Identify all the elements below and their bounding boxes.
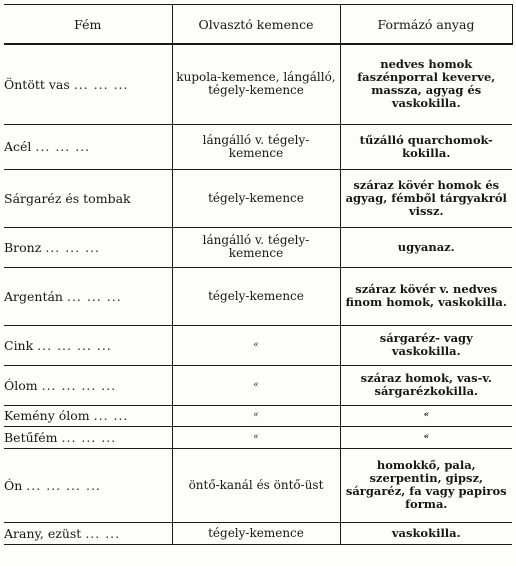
metal-cell <box>4 365 172 405</box>
furnace-cell: lángálló v. tégely-kemence <box>172 227 340 267</box>
metal-name: Betűfém <box>4 429 58 445</box>
furnace-cell <box>172 426 340 448</box>
mold-cell <box>340 426 512 448</box>
ditto-mark: « <box>423 431 430 442</box>
ditto-mark: « <box>253 379 259 390</box>
header-molding-material: Formázó anyag <box>340 5 512 45</box>
furnace-cell: öntő-kanál és öntő-üst <box>172 448 340 522</box>
ditto-mark: « <box>253 339 259 350</box>
furnace-cell: lángálló v. tégely-kemence <box>172 124 340 169</box>
mold-cell: száraz kövér v. nedves finom homok, vaskokilla. <box>340 267 512 325</box>
metal-cell <box>4 267 172 325</box>
table-row <box>4 448 512 522</box>
dot-leader: ... ... ... ... <box>41 377 117 393</box>
dot-leader: ... ... ... ... <box>37 337 112 353</box>
mold-cell: sárgaréz- vagy vaskokilla. <box>340 325 512 365</box>
furnace-cell: tégely-kemence <box>172 522 340 544</box>
metal-cell <box>4 448 172 522</box>
metal-cell <box>4 44 172 124</box>
dot-leader: ... ... ... <box>35 139 91 154</box>
mold-cell: tűzálló quarchomok-kokilla. <box>340 124 512 169</box>
table-row <box>4 267 512 325</box>
header-metal: Fém <box>4 5 172 45</box>
mold-cell: ugyanaz. <box>340 227 512 267</box>
metal-name: Acél <box>4 139 32 154</box>
metal-name: Kemény ólom <box>4 408 90 423</box>
table-row <box>4 426 512 448</box>
mold-cell: homokkő, pala, szerpentin, gipsz, sárgaréz, fa vagy papiros forma. <box>340 448 512 522</box>
furnace-cell <box>172 365 340 405</box>
furnace-cell <box>172 325 340 365</box>
dot-leader: ... ... ... <box>66 288 122 304</box>
metal-name: Argentán <box>4 288 63 304</box>
table-row <box>4 365 512 405</box>
furnace-cell: tégely-kemence <box>172 169 340 227</box>
table-row <box>4 169 512 227</box>
table-row <box>4 227 512 267</box>
metal-name: Cink <box>4 337 34 353</box>
dot-leader: ... ... <box>85 525 121 541</box>
furnace-cell: kupola-kemence, lángálló, tégely-kemence <box>172 44 340 124</box>
ditto-mark: « <box>253 431 259 442</box>
metal-cell <box>4 227 172 267</box>
metal-name: Öntött vas <box>4 76 70 92</box>
metal-cell <box>4 169 172 227</box>
mold-cell: vaskokilla. <box>340 522 512 544</box>
furnace-cell <box>172 405 340 426</box>
header-row <box>4 5 512 45</box>
mold-cell: száraz homok, vas-v. sárgarézkokilla. <box>340 365 512 405</box>
metal-name: Ólom <box>4 377 38 393</box>
metal-cell <box>4 325 172 365</box>
metal-name: Arany, ezüst <box>4 525 82 541</box>
mold-cell: nedves homok faszénporral keverve, massza, agyag és vaskokilla. <box>340 44 512 124</box>
metal-name: Ón <box>4 477 23 493</box>
ditto-mark: « <box>253 410 259 420</box>
dot-leader: ... ... <box>93 408 129 423</box>
table-row <box>4 325 512 365</box>
header-furnace: Olvasztó kemence <box>172 5 340 45</box>
table-row <box>4 405 512 426</box>
metal-cell <box>4 426 172 448</box>
dot-leader: ... ... ... <box>45 239 101 255</box>
metal-cell <box>4 124 172 169</box>
dot-leader: ... ... ... ... <box>26 477 101 493</box>
table-row <box>4 522 512 544</box>
furnace-cell: tégely-kemence <box>172 267 340 325</box>
mold-cell <box>340 405 512 426</box>
mold-cell: száraz kövér homok és agyag, fémből tárgyakról vissz. <box>340 169 512 227</box>
dot-leader: ... ... ... <box>61 429 117 445</box>
table-row <box>4 124 512 169</box>
table-row <box>4 44 512 124</box>
metal-cell <box>4 522 172 544</box>
dot-leader: ... ... ... <box>73 76 129 92</box>
casting-materials-table <box>4 4 513 545</box>
metal-name: Sárgaréz és tombak <box>4 190 131 206</box>
ditto-mark: « <box>423 410 430 420</box>
metal-cell <box>4 405 172 426</box>
metal-name: Bronz <box>4 239 42 255</box>
